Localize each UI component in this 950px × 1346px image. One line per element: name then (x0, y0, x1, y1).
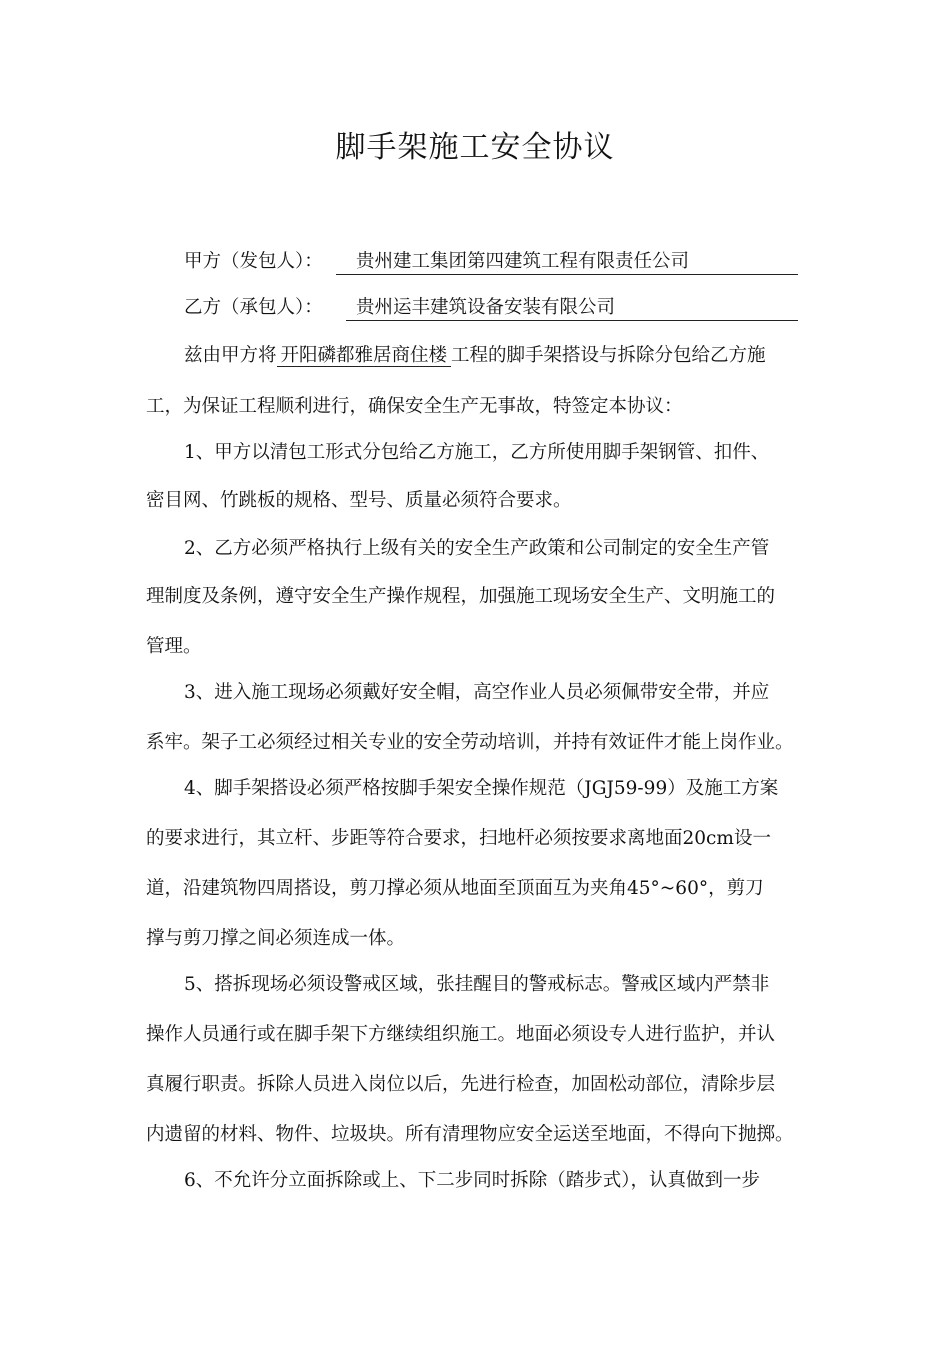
clause-6-line-1: 6、不允许分立面拆除或上、下二步同时拆除（踏步式），认真做到一步 (184, 1170, 761, 1191)
clause-5-line-3: 真履行职责。拆除人员进入岗位以后，先进行检查，加固松动部位，清除步层 (146, 1074, 776, 1095)
intro-line-1 (184, 344, 766, 368)
party-b-line (184, 296, 804, 320)
clause-4-line-4: 撑与剪刀撑之间必须连成一体。 (146, 928, 406, 949)
party-a-value: 贵州建工集团第四建筑工程有限责任公司 (356, 251, 690, 272)
clause-4-line-1: 4、脚手架搭设必须严格按脚手架安全操作规范（JGJ59-99）及施工方案 (184, 778, 779, 799)
clause-3-line-1: 3、进入施工现场必须戴好安全帽，高空作业人员必须佩带安全带，并应 (184, 682, 770, 703)
intro-suffix: 工程的脚手架搭设与拆除分包给乙方施 (451, 345, 766, 366)
clause-4-line-2: 的要求进行，其立杆、步距等符合要求，扫地杆必须按要求离地面20cm设一 (146, 828, 771, 849)
party-a-line (184, 250, 804, 274)
clause-1-line-2: 密目网、竹跳板的规格、型号、质量必须符合要求。 (146, 490, 572, 511)
clause-2-line-2: 理制度及条例，遵守安全生产操作规程，加强施工现场安全生产、文明施工的 (146, 586, 776, 607)
document-title: 脚手架施工安全协议 (335, 130, 615, 165)
intro-prefix: 兹由甲方将 (184, 345, 277, 366)
party-b-value: 贵州运丰建筑设备安装有限公司 (356, 297, 616, 318)
clause-5-line-4: 内遗留的材料、物件、垃圾块。所有清理物应安全运送至地面，不得向下抛掷。 (146, 1124, 794, 1145)
clause-4-line-3: 道，沿建筑物四周搭设，剪刀撑必须从地面至顶面互为夹角45°~60°，剪刀 (146, 878, 764, 899)
party-b-label: 乙方（承包人）： (184, 297, 323, 318)
clause-3-line-2: 系牢。架子工必须经过相关专业的安全劳动培训，并持有效证件才能上岗作业。 (146, 732, 794, 753)
intro-line-2: 工，为保证工程顺利进行，确保安全生产无事故，特签定本协议： (146, 396, 683, 417)
clause-5-line-2: 操作人员通行或在脚手架下方继续组织施工。地面必须设专人进行监护，并认 (146, 1024, 776, 1045)
clause-1-line-1: 1、甲方以清包工形式分包给乙方施工，乙方所使用脚手架钢管、扣件、 (184, 442, 770, 463)
clause-2-line-3: 管理。 (146, 636, 202, 657)
project-name: 开阳磷都雅居商住楼 (277, 345, 452, 367)
clause-5-line-1: 5、搭拆现场必须设警戒区域，张挂醒目的警戒标志。警戒区域内严禁非 (184, 974, 770, 995)
clause-2-line-1: 2、乙方必须严格执行上级有关的安全生产政策和公司制定的安全生产管 (184, 538, 770, 559)
party-a-label: 甲方（发包人）： (184, 251, 323, 272)
